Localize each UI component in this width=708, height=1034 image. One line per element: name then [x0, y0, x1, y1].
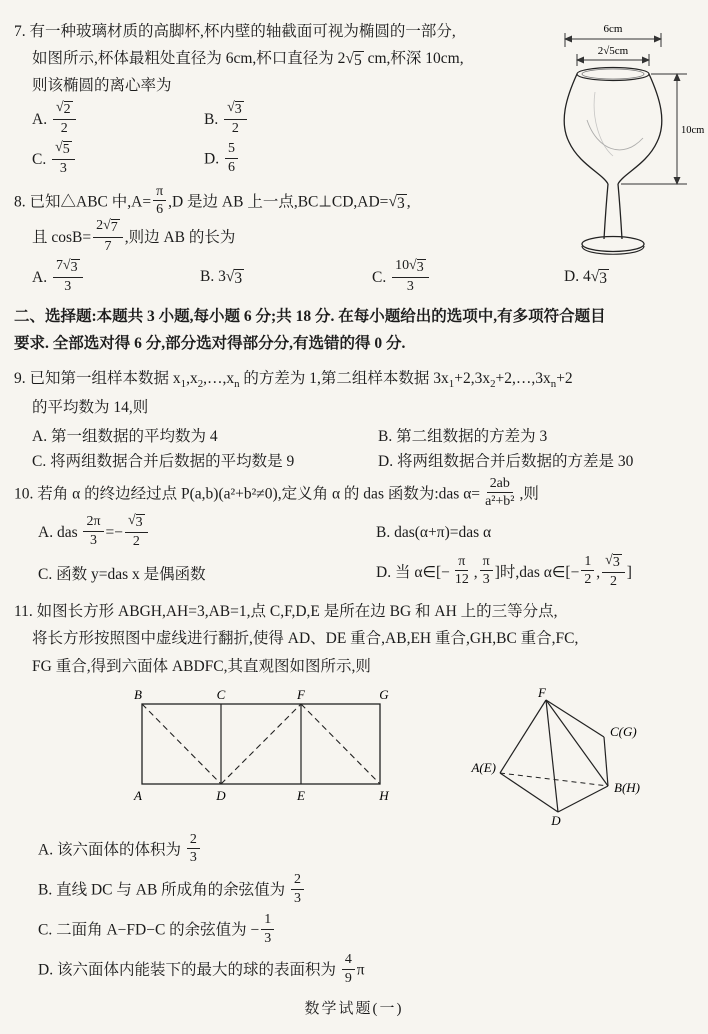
q11-line-2: 将长方形按照图中虚线进行翻折,使得 AD、DE 重合,AB,EH 重合,GH,BC 重合,FC, [32, 630, 579, 648]
solid-edge-F-AE [500, 700, 546, 773]
hexahedron-figure [462, 688, 647, 828]
q7-line-3: 则该椭圆的离心率为 [32, 77, 172, 95]
solid-label-AE: A(E) [471, 759, 496, 775]
q11-line-3: FG 重合,得到六面体 ABDFC,其直观图如图所示,则 [32, 657, 371, 675]
glass-dim-depth-label: 10cm [681, 125, 705, 136]
net-label-F: F [297, 687, 305, 702]
solid-edge-F-D [546, 700, 558, 812]
solid-label-F: F [538, 687, 546, 700]
solid-label-BH: B(H) [614, 779, 640, 795]
solid-edge-F-BH [546, 700, 608, 786]
q9-line-2: 的平均数为 14,则 [32, 398, 149, 416]
solid-edge-F-CG [546, 700, 604, 737]
q9-option-a: A. 第一组数据的平均数为 4 [32, 427, 218, 445]
q10-line-1: 10. 若角 α 的终边经过点 P(a,b)(a²+b²≠0),定义角 α 的 das 函数为:das α= $\frac{2ab}{\text{a²+b²}}$ ,则 [14, 475, 539, 510]
question-10 [14, 475, 692, 592]
q11-option-c: C. 二面角 A−FD−C 的余弦值为 − $\frac{1}{3}$ [14, 914, 692, 948]
glass-rim-inner [582, 69, 644, 79]
question-9 [14, 365, 692, 471]
q7-option-b: B. √ 3 2 [204, 102, 249, 139]
net-label-E: E [297, 787, 305, 803]
q8-option-c: C. 10 √ 3 3 [372, 260, 564, 297]
q11-figures [126, 688, 692, 828]
wine-glass-figure [551, 20, 706, 296]
q10-option-a: A. das $\frac{2\pi}{3}$ =− √ 3 2 [38, 515, 376, 552]
q11-line-1: 11. 如图长方形 ABGH,AH=3,AB=1,点 C,F,D,E 是所在边 BG 和 AH 上的三等分点, [14, 603, 558, 621]
glass-base [582, 237, 644, 252]
q9-option-d: D. 将两组数据合并后数据的方差是 30 [378, 452, 634, 470]
solid-label-D: D [551, 812, 561, 828]
question-11 [14, 598, 692, 988]
q7-option-d: D. $\frac{5}{6}$ [204, 143, 240, 177]
q10-option-d: D. 当 α∈[− $\frac{\pi}{12}$ , $\frac{\pi}{3}$ ]时,das α∈[− $\frac{1}{2}$ , √ 3 2 ] [376, 552, 632, 589]
q11-option-b: B. 直线 DC 与 AB 所成角的余弦值为 $\frac{2}{3}$ [14, 874, 692, 908]
q11-option-a: A. 该六面体的体积为 $\frac{2}{3}$ [14, 834, 692, 868]
q8-option-a: A. 7 √ 3 3 [32, 260, 200, 297]
solid-edge-D-BH [558, 786, 608, 812]
glass-shading [587, 120, 643, 150]
net-label-C: C [216, 687, 226, 702]
glass-rim [577, 68, 649, 81]
net-label-D: D [216, 787, 226, 803]
q10-option-c: C. 函数 y=das x 是偶函数 [38, 565, 206, 583]
solid-label-CG: C(G) [610, 723, 637, 739]
q8-option-d: D. 4 √ 3 [564, 268, 607, 288]
q9-option-b: B. 第二组数据的方差为 3 [378, 427, 548, 445]
glass-bowl-left [564, 74, 608, 184]
q9-line-1: 9. 已知第一组样本数据 $x_1,x_2,\dots,x_n$ 的方差为 1,第二组样本数据 $3x_1+2,3x_2+2,\dots,3x_n+2$ [14, 369, 573, 390]
q7-option-c: C. √ 5 3 [32, 142, 204, 179]
q9-options-row-2 [14, 449, 692, 471]
q8-option-b: B. 3 √ 3 [200, 268, 243, 288]
section-2-line-1: 二、选择题:本题共 3 小题,每小题 6 分;共 18 分. 在每小题给出的选项中,有多项符合题目 [14, 308, 606, 326]
net-fold-FH [301, 704, 380, 784]
q7-line-1: 7. 有一种玻璃材质的高脚杯,杯内壁的轴截面可视为椭圆的一部分, [14, 23, 456, 40]
solid-edge-CG-BH [604, 737, 608, 786]
q8-line-1: 8. 已知△ABC 中,A= $\frac{\pi}{6}$ ,D 是边 AB 上一点,BC⊥CD,AD= √ 3 , [14, 183, 411, 218]
glass-dim-rim-width-label: 2√5cm [597, 45, 629, 57]
net-label-H: H [379, 787, 389, 803]
q10-option-b: B. das(α+π)=das α [376, 524, 492, 542]
rectangle-net-figure [126, 688, 396, 806]
glass-shading [594, 92, 613, 156]
q10-options-row-1 [14, 512, 692, 552]
net-label-A: A [134, 787, 142, 803]
q8-line-2: 且 cosB= 2 √ 7 7 ,则边 AB 的长为 [32, 217, 236, 254]
net-label-B: B [134, 687, 142, 702]
glass-bowl-right [618, 74, 662, 184]
q9-options-row-1 [14, 424, 692, 446]
net-fold-BD [142, 704, 221, 784]
net-fold-DF [221, 704, 301, 784]
page-footer: 数学试题(一) [304, 1001, 404, 1017]
q9-option-c: C. 将两组数据合并后数据的平均数是 9 [32, 452, 295, 470]
q10-options-row-2 [14, 552, 692, 592]
glass-dim-top-width-label: 6cm [603, 23, 623, 35]
section-2-line-2: 要求. 全部选对得 6 分,部分选对得部分分,有选错的得 0 分. [14, 335, 406, 353]
q11-option-d: D. 该六面体内能装下的最大的球的表面积为 $\frac{4}{9}$ π [38, 952, 365, 986]
q7-option-a: A. √ 2 2 [32, 102, 204, 139]
net-rectangle-outline [142, 704, 380, 784]
glass-stem-left [604, 184, 608, 239]
glass-base-underside [582, 246, 644, 254]
net-label-G: G [379, 687, 389, 702]
glass-stem-right [618, 184, 622, 239]
section-2-header [14, 303, 692, 357]
q7-line-2: 如图所示,杯体最粗处直径为 6cm,杯口直径为 2 √ 5 cm,杯深 10cm, [32, 50, 464, 70]
